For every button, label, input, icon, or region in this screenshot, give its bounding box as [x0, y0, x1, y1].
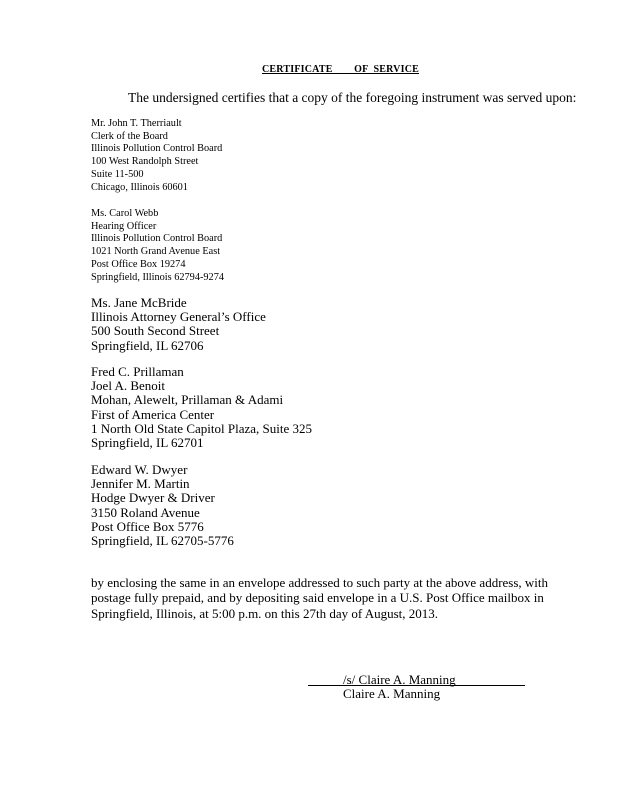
recipient-line: Springfield, IL 62706 [91, 337, 204, 353]
recipient-block-2 [91, 208, 224, 284]
closing-line: Springfield, Illinois, at 5:00 p.m. on this 27th day of August, 2013. [91, 605, 439, 621]
recipient-line: Illinois Pollution Control Board [91, 143, 223, 155]
signer-name: Claire A. Manning [343, 686, 441, 701]
recipient-line: Jennifer M. Martin [91, 476, 190, 492]
recipient-line: Mr. John T. Therriault [91, 118, 182, 129]
recipient-line: Springfield, IL 62705-5776 [91, 533, 234, 549]
recipient-line: 100 West Randolph Street [91, 156, 199, 168]
recipient-block-4 [91, 365, 312, 450]
recipient-line: Edward W. Dwyer [91, 462, 188, 477]
closing-line: by enclosing the same in an envelope addressed to such party at the above address, with [91, 575, 549, 590]
recipient-block-5 [91, 463, 234, 548]
recipient-line: Illinois Pollution Control Board [91, 233, 223, 245]
recipient-line: Springfield, IL 62701 [91, 435, 204, 451]
recipient-line: Illinois Attorney General’s Office [91, 309, 266, 325]
recipient-line: Post Office Box 19274 [91, 258, 186, 270]
recipient-line: 1021 North Grand Avenue East [91, 246, 221, 258]
recipient-line: 1 North Old State Capitol Plaza, Suite 325 [91, 420, 312, 436]
closing-paragraph [91, 575, 591, 621]
recipient-line: 3150 Roland Avenue [91, 504, 200, 520]
recipient-line: First of America Center [91, 406, 215, 422]
recipient-line: Springfield, Illinois 62794-9274 [91, 271, 224, 283]
recipient-line: 500 South Second Street [91, 323, 220, 339]
recipient-line: Mohan, Alewelt, Prillaman & Adami [91, 392, 284, 408]
recipient-block-3 [91, 296, 266, 353]
recipient-line: Fred C. Prillaman [91, 364, 184, 379]
recipient-line: Post Office Box 5776 [91, 518, 204, 534]
closing-line: postage fully prepaid, and by depositing said envelope in a U.S. Post Office mailbox in [91, 590, 544, 606]
recipient-line: Ms. Carol Webb [91, 208, 159, 219]
intro-statement: The undersigned certifies that a copy of the foregoing instrument was served upon: [128, 90, 577, 105]
recipient-line: Joel A. Benoit [91, 378, 166, 394]
recipient-line: Chicago, Illinois 60601 [91, 181, 188, 193]
recipient-line: Hearing Officer [91, 220, 157, 232]
document-title: CERTIFICATE OF SERVICE [262, 64, 419, 75]
recipient-line: Suite 11-500 [91, 168, 144, 180]
recipient-line: Hodge Dwyer & Driver [91, 490, 215, 506]
recipient-line: Clerk of the Board [91, 130, 168, 142]
recipient-line: Ms. Jane McBride [91, 295, 187, 310]
signature-line: /s/ Claire A. Manning [343, 672, 456, 687]
recipient-block-1 [91, 118, 222, 194]
